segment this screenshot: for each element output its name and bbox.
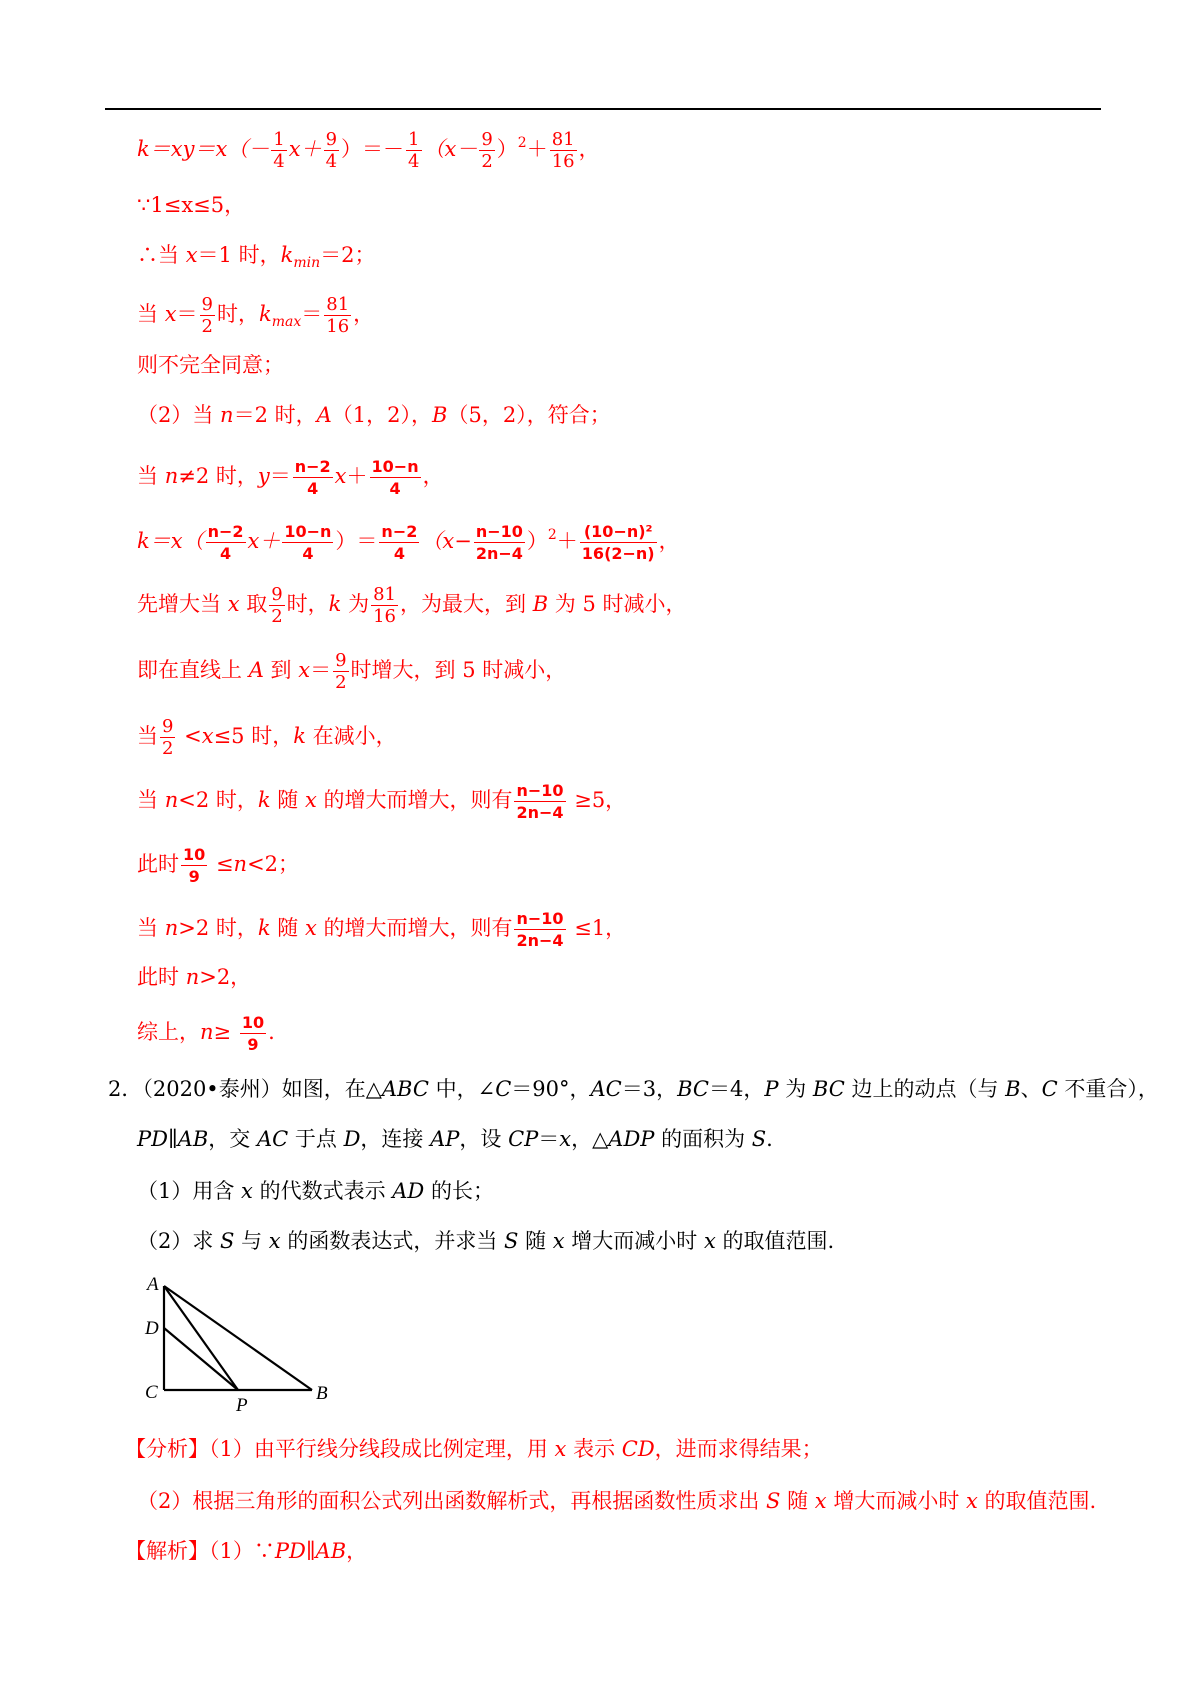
triangle-figure [140,1268,340,1413]
point-C: C [1041,1077,1058,1101]
text: < [177,724,202,748]
point-B: B [432,403,448,427]
var-k: k [257,916,271,940]
fraction: $\frac{n-10}{2n-4}$ [475,522,523,563]
text: ，交 [208,1127,257,1151]
text: 边上的动点（与 [844,1077,1006,1101]
text: ≤5 时， [213,724,294,748]
text: >2 时， [178,916,258,940]
text: ，进而求得结果； [654,1437,823,1461]
text: >2， [199,965,252,989]
text: ＝ [310,658,332,682]
text: 随 [518,1229,553,1253]
analysis-tag: 【分析】 [125,1437,209,1461]
solution-line-1 [137,128,600,172]
text: <2 时， [178,788,258,812]
solution-start [125,1536,367,1566]
text: 增大而减小时 [564,1229,704,1253]
var-S: S [504,1229,519,1253]
point-P: P [764,1077,779,1101]
var-x: x [304,916,317,940]
text: 于点 [288,1127,344,1151]
fraction: $\frac{\text{(10−n)²}}{16(2-n)}$ [581,522,655,563]
question-1 [137,1176,494,1206]
var-k: k [257,788,271,812]
text: （2）求 [137,1229,221,1253]
solution-line-4 [137,294,374,337]
text: 与 [234,1229,269,1253]
text: 此时 [137,852,179,876]
text: 的增大而增大，则有 [316,916,513,940]
solution-line-11 [137,716,397,759]
var-x: x [185,243,198,267]
text: 此时 [137,965,186,989]
var-k: k [137,529,150,553]
label-A: A [147,1274,159,1295]
text: ＋ [556,529,578,553]
parallel-symbol: ∥ [305,1539,316,1563]
fraction: $\frac{n-2}{4}$ [294,457,331,498]
fraction: $\frac{9}{4}$ [325,129,338,172]
fraction: $\frac{n-2}{4}$ [207,522,244,563]
text: ，连接 [360,1127,431,1151]
fraction: $\frac{81}{16}$ [326,294,350,337]
side-AB [164,1286,312,1390]
text: 的代数式表示 [252,1179,393,1203]
text: 的取值范围. [715,1229,835,1253]
solution-line-10 [137,650,566,693]
segment-AC: AC [256,1127,289,1151]
text: （2）当 [137,403,221,427]
var-x: x [554,1437,567,1461]
fraction: $\frac{10-n}{4}$ [284,522,332,563]
text: 当 [137,788,165,812]
solution-line-6 [137,400,611,430]
text: 为 [341,592,370,616]
text: 时增大，到 5 时减小， [350,658,567,682]
text: ≤ [209,852,234,876]
var-y: y [257,464,270,488]
solution-line-15 [137,962,251,992]
point-A: A [316,403,332,427]
solution-line-9 [137,584,687,627]
solution-line-14 [137,908,626,951]
segment-AC: AC [590,1077,622,1101]
text: 的增大而增大，则有 [316,788,513,812]
var-x: x [703,1229,716,1253]
segment-AP: AP [430,1127,460,1151]
triangle-ABC: ABC [381,1077,429,1101]
text: 为 [778,1077,813,1101]
subscript: max [271,314,302,330]
question-2 [137,1226,834,1256]
text: ≥ [213,1020,238,1044]
text: ≥5， [567,788,627,812]
solution-line-3 [137,240,375,278]
analysis-line-2 [137,1486,1096,1516]
point-A: A [248,658,264,682]
var-n: n [164,788,179,812]
fraction: $\frac{10}{9}$ [183,845,206,886]
text: 的函数表达式，并求当 [280,1229,504,1253]
segment-BC: BC [812,1077,845,1101]
text: ＝1 时， [197,243,281,267]
var-S: S [766,1489,781,1513]
fraction: $\frac{9}{2}$ [162,716,174,759]
text: 先增大当 [137,592,228,616]
fraction: $\frac{81}{16}$ [551,129,575,172]
fraction: $\frac{10-n}{4}$ [371,457,419,498]
exponent: 2 [517,135,527,151]
text: ，设 [459,1127,509,1151]
var-x: x [552,1229,565,1253]
text: 取 [239,592,268,616]
text: ）＝ [335,529,378,553]
var-k: k [293,724,306,748]
fraction: $\frac{9}{2}$ [481,129,493,172]
segment-PD: PD [274,1539,306,1563]
text: ∴当 [137,243,186,267]
text: 在减小， [305,724,397,748]
analysis-line-1 [125,1434,823,1464]
text: ＝2； [320,243,376,267]
text: 增大而减小时 [826,1489,966,1513]
text: ， [353,302,375,326]
text: 即在直线上 [137,658,249,682]
problem2-line-1 [108,1074,1159,1104]
text: ＋ [346,464,368,488]
text: （5，2），符合； [447,403,611,427]
text: ＝ [538,1127,560,1151]
solution-line-16 [137,1012,275,1055]
var-C: C [495,1077,512,1101]
text: 为 5 时减小， [548,592,687,616]
segment-AB: AB [315,1539,347,1563]
triangle-ADP: ADP [608,1127,655,1151]
text: （1）∵ [209,1539,275,1563]
text: ＝xy＝x（－ [149,137,270,161]
text: ＋ [526,137,548,161]
var-x: x [814,1489,827,1513]
var-x: x [268,1229,281,1253]
var-n: n [164,916,179,940]
text: （2）根据三角形的面积公式列出函数解析式，再根据函数性质求出 [137,1489,767,1513]
point-B: B [1005,1077,1021,1101]
text: （x− [421,529,472,553]
label-B: B [316,1383,328,1404]
text: . [268,1020,275,1044]
segment-AD: AD [392,1179,425,1203]
var-x: x [559,1127,572,1151]
text: ＝ [269,464,291,488]
text: （1，2）， [331,403,433,427]
text: 、 [1020,1077,1042,1101]
fraction: $\frac{9}{2}$ [201,294,213,337]
text: ＝4， [709,1077,765,1101]
text: ≤1， [567,916,627,940]
var-n: n [164,464,179,488]
text: 的长； [424,1179,494,1203]
text: ≠2 时， [178,464,258,488]
segment-CP: CP [508,1127,539,1151]
fraction: $\frac{81}{16}$ [373,584,396,627]
segment-PD: PD [137,1127,168,1151]
fraction: $\frac{1}{4}$ [273,129,285,172]
text: 当 [137,724,158,748]
text: 的面积为 [654,1127,752,1151]
exponent: 2 [547,527,557,543]
text: ＝3， [621,1077,678,1101]
text: 表示 [566,1437,622,1461]
text: ） [526,529,548,553]
var-S: S [751,1127,767,1151]
text: . [766,1127,773,1151]
segment-CD: CD [621,1437,655,1461]
var-x: x [164,302,177,326]
text: ， [422,464,444,488]
text: ） [496,137,518,161]
text: 的取值范围. [977,1489,1097,1513]
fraction: $\frac{9}{2}$ [335,650,347,693]
text: ＝90°， [511,1077,591,1101]
var-x: x [304,788,317,812]
fraction: $\frac{9}{2}$ [271,584,283,627]
text: （1）用含 [137,1179,242,1203]
label-C: C [145,1382,158,1403]
var-x: x [298,658,311,682]
text: 当 [137,302,165,326]
fraction: $\frac{n-10}{2n-4}$ [516,909,564,950]
parallel-symbol: ∥ [167,1127,178,1151]
var-x: x [227,592,240,616]
solution-tag: 【解析】 [125,1539,209,1563]
solution-line-5: 则不完全同意； [137,353,284,377]
var-x: x [241,1179,253,1203]
text: 2．（2020•泰州）如图，在△ [108,1077,382,1101]
text: x＋ [288,137,322,161]
text: 随 [270,788,305,812]
text: 时， [216,302,259,326]
text: ，为最大，到 [400,592,533,616]
text: ）＝－ [341,137,405,161]
var-n: n [233,852,248,876]
var-S: S [220,1229,235,1253]
header-rule [105,108,1101,110]
var-n: n [220,403,234,427]
text: x＋ [247,529,281,553]
fraction: $\frac{n-2}{4}$ [381,522,418,563]
text: 综上， [137,1020,200,1044]
solution-line-12 [137,780,626,823]
text: 中，∠ [428,1077,496,1101]
text: <2； [247,852,300,876]
text: 到 [263,658,299,682]
var-x: x [966,1489,978,1513]
var-k: k [280,243,294,267]
solution-line-2: ∵1≤x≤5， [137,193,246,217]
segment-AB: AB [177,1127,209,1151]
var-x: x [201,724,214,748]
text: （1）由平行线分线段成比例定理，用 [209,1437,555,1461]
text: ， [578,137,600,161]
fraction: $\frac{1}{4}$ [408,129,420,172]
subscript: min [293,255,321,271]
var-k: k [258,302,272,326]
text: 随 [270,916,305,940]
text: （x－ [423,137,478,161]
var-k: k [328,592,342,616]
problem2-line-2 [137,1124,773,1154]
segment-BC: BC [677,1077,709,1101]
text: ，△ [571,1127,609,1151]
text: ＝ [301,302,323,326]
point-D: D [343,1127,361,1151]
label-P: P [236,1395,248,1413]
var-n: n [200,1020,214,1044]
text: ＝ [176,302,198,326]
text: 随 [780,1489,815,1513]
point-B: B [532,592,549,616]
fraction: $\frac{10}{9}$ [241,1013,265,1054]
text: 当 [137,916,165,940]
text: ＝x（ [149,529,204,553]
text: 不重合）， [1057,1077,1159,1101]
text: 时， [286,592,329,616]
text: ＝2 时， [233,403,317,427]
solution-line-7 [137,456,444,499]
text: ， [346,1539,368,1563]
var-k: k [137,137,150,161]
fraction: $\frac{n-10}{2n-4}$ [516,781,564,822]
var-n: n [185,965,200,989]
var-x: x [334,464,347,488]
text: 当 [137,464,165,488]
text: ， [658,529,680,553]
label-D: D [145,1318,159,1339]
solution-line-8 [137,520,680,564]
solution-line-13 [137,844,299,887]
